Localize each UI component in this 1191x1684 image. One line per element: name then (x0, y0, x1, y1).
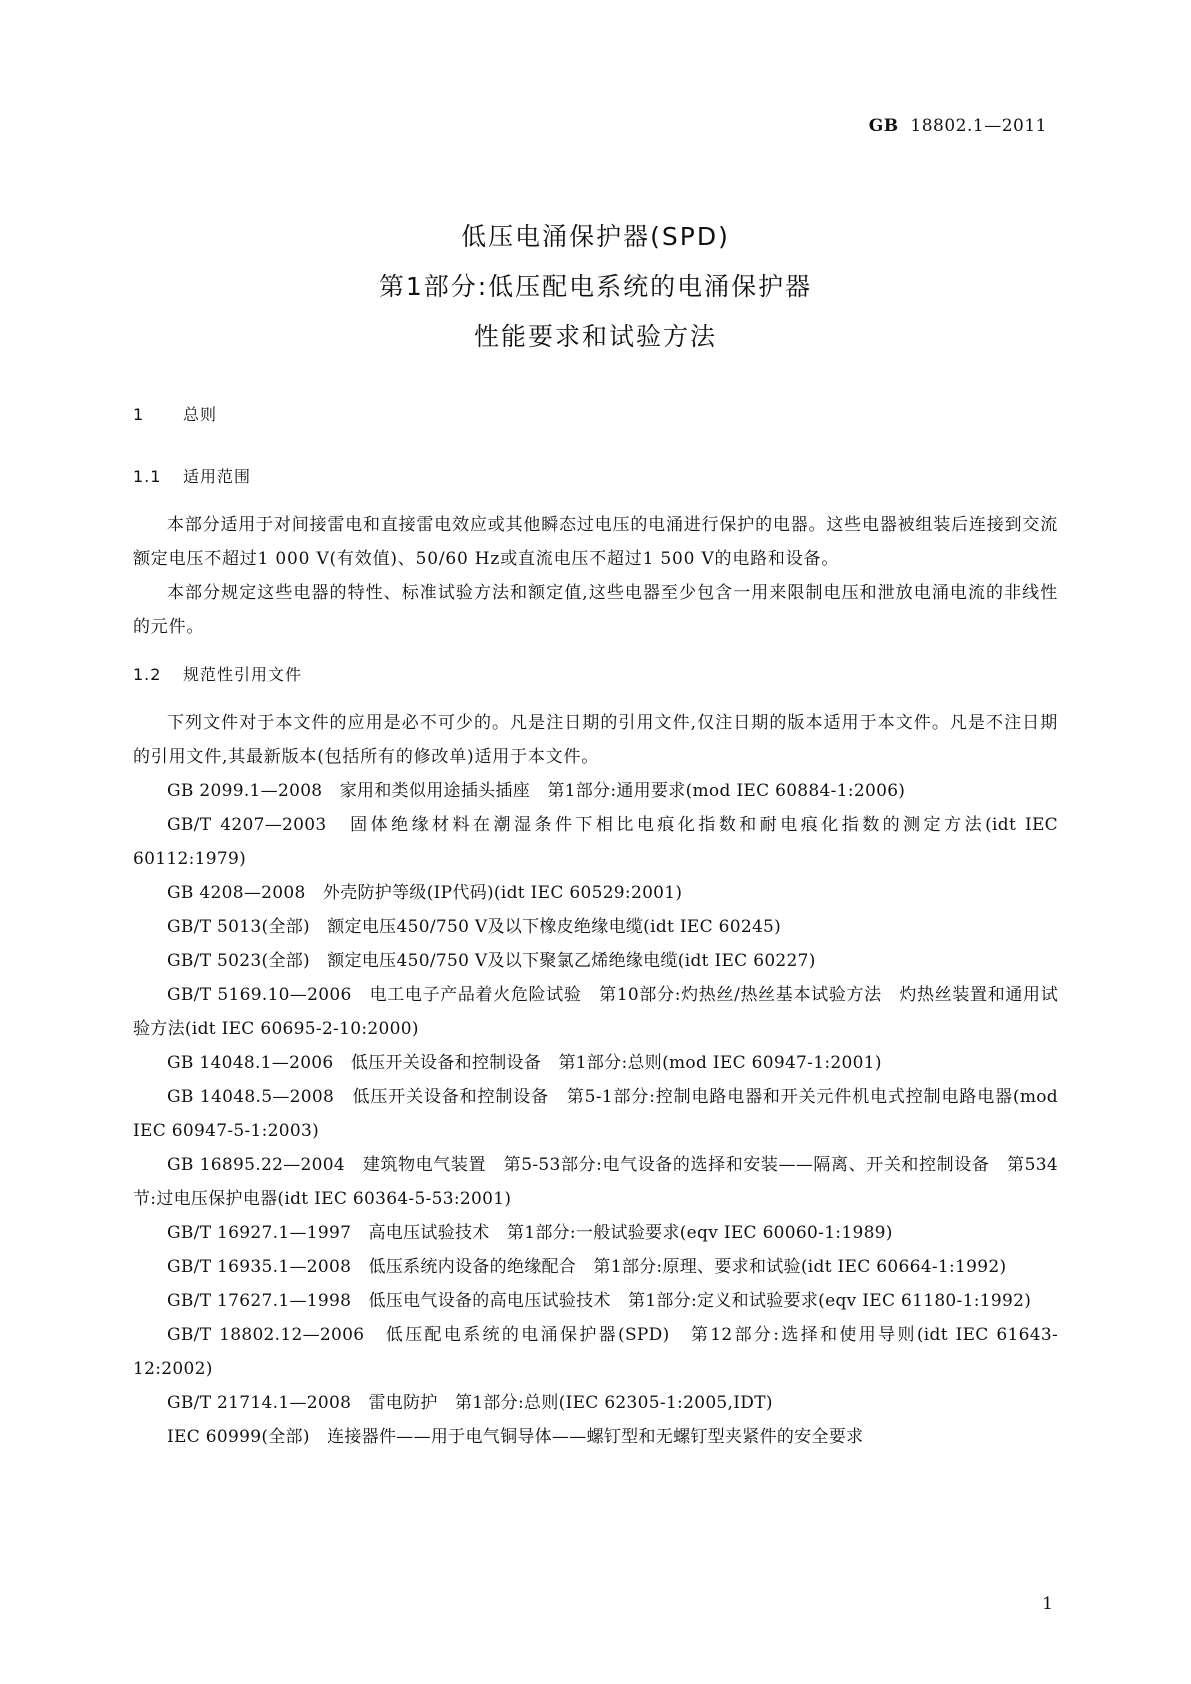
reference-item: GB/T 16935.1—2008 低压系统内设备的绝缘配合 第1部分:原理、要求和试验(idt IEC 60664-1:1992) (167, 1257, 1007, 1277)
standard-code (869, 116, 1047, 136)
reference-item: GB/T 16927.1—1997 高电压试验技术 第1部分:一般试验要求(eqv IEC 60060-1:1989) (167, 1223, 893, 1243)
reference-item: GB/T 5013(全部) 额定电压450/750 V及以下橡皮绝缘电缆(idt IEC 60245) (167, 917, 782, 937)
section-title: 适用范围 (183, 467, 252, 486)
section-heading-1-1 (133, 460, 1058, 494)
reference-item: GB/T 5023(全部) 额定电压450/750 V及以下聚氯乙烯绝缘电缆(idt IEC 60227) (167, 951, 816, 971)
references-intro: 下列文件对于本文件的应用是必不可少的。凡是注日期的引用文件,仅注日期的版本适用于本文件。凡是不注日期的引用文件,其最新版本(包括所有的修改单)适用于本文件。 (133, 713, 1058, 767)
scope-paragraph: 本部分规定这些电器的特性、标准试验方法和额定值,这些电器至少包含一用来限制电压和泄放电涌电流的非线性的元件。 (133, 583, 1058, 637)
document-title (0, 212, 1191, 362)
title-line-3: 性能要求和试验方法 (473, 322, 717, 351)
section-title: 规范性引用文件 (183, 665, 303, 684)
standard-code-prefix: GB (868, 116, 899, 136)
title-line-2: 第1部分:低压配电系统的电涌保护器 (378, 272, 813, 301)
scope-paragraph: 本部分适用于对间接雷电和直接雷电效应或其他瞬态过电压的电涌进行保护的电器。这些电器被组装后连接到交流额定电压不超过1 000 V(有效值)、50/60 Hz或直流电压不超过1 500 V的电路和设备。 (133, 515, 1058, 569)
page-number: 1 (1042, 1594, 1053, 1614)
section-heading-1-2 (133, 658, 1058, 692)
reference-item: GB 14048.5—2008 低压开关设备和控制设备 第5-1部分:控制电路电器和开关元件机电式控制电路电器(mod IEC 60947-5-1:2003) (133, 1087, 1058, 1141)
standard-code-number: 18802.1—2011 (910, 116, 1047, 136)
reference-item: GB/T 21714.1—2008 雷电防护 第1部分:总则(IEC 62305-1:2005,IDT) (167, 1393, 773, 1413)
reference-item: GB/T 18802.12—2006 低压配电系统的电涌保护器(SPD) 第12部分:选择和使用导则(idt IEC 61643-12:2002) (133, 1325, 1058, 1379)
reference-item: GB/T 4207—2003 固体绝缘材料在潮湿条件下相比电痕化指数和耐电痕化指数的测定方法(idt IEC 60112:1979) (133, 815, 1058, 869)
reference-item: GB 2099.1—2008 家用和类似用途插头插座 第1部分:通用要求(mod IEC 60884-1:2006) (167, 781, 906, 801)
reference-item: IEC 60999(全部) 连接器件——用于电气铜导体——螺钉型和无螺钉型夹紧件的安全要求 (167, 1427, 864, 1447)
section-title: 总则 (183, 405, 218, 424)
section-heading-1 (133, 398, 1058, 432)
reference-item: GB 16895.22—2004 建筑物电气装置 第5-53部分:电气设备的选择和安装——隔离、开关和控制设备 第534节:过电压保护电器(idt IEC 60364-5-53:2001) (133, 1155, 1058, 1209)
reference-item: GB/T 5169.10—2006 电工电子产品着火危险试验 第10部分:灼热丝/热丝基本试验方法 灼热丝装置和通用试验方法(idt IEC 60695-2-10:2000) (133, 985, 1058, 1039)
document-body (133, 398, 1058, 1454)
reference-item: GB 14048.1—2006 低压开关设备和控制设备 第1部分:总则(mod IEC 60947-1:2001) (167, 1053, 882, 1073)
section-number: 1 (133, 405, 145, 424)
section-number: 1.2 (133, 665, 162, 684)
reference-item: GB/T 17627.1—1998 低压电气设备的高电压试验技术 第1部分:定义和试验要求(eqv IEC 61180-1:1992) (167, 1291, 1032, 1311)
title-line-1: 低压电涌保护器(SPD) (461, 222, 730, 251)
section-number: 1.1 (133, 467, 162, 486)
reference-item: GB 4208—2008 外壳防护等级(IP代码)(idt IEC 60529:2001) (167, 883, 683, 903)
